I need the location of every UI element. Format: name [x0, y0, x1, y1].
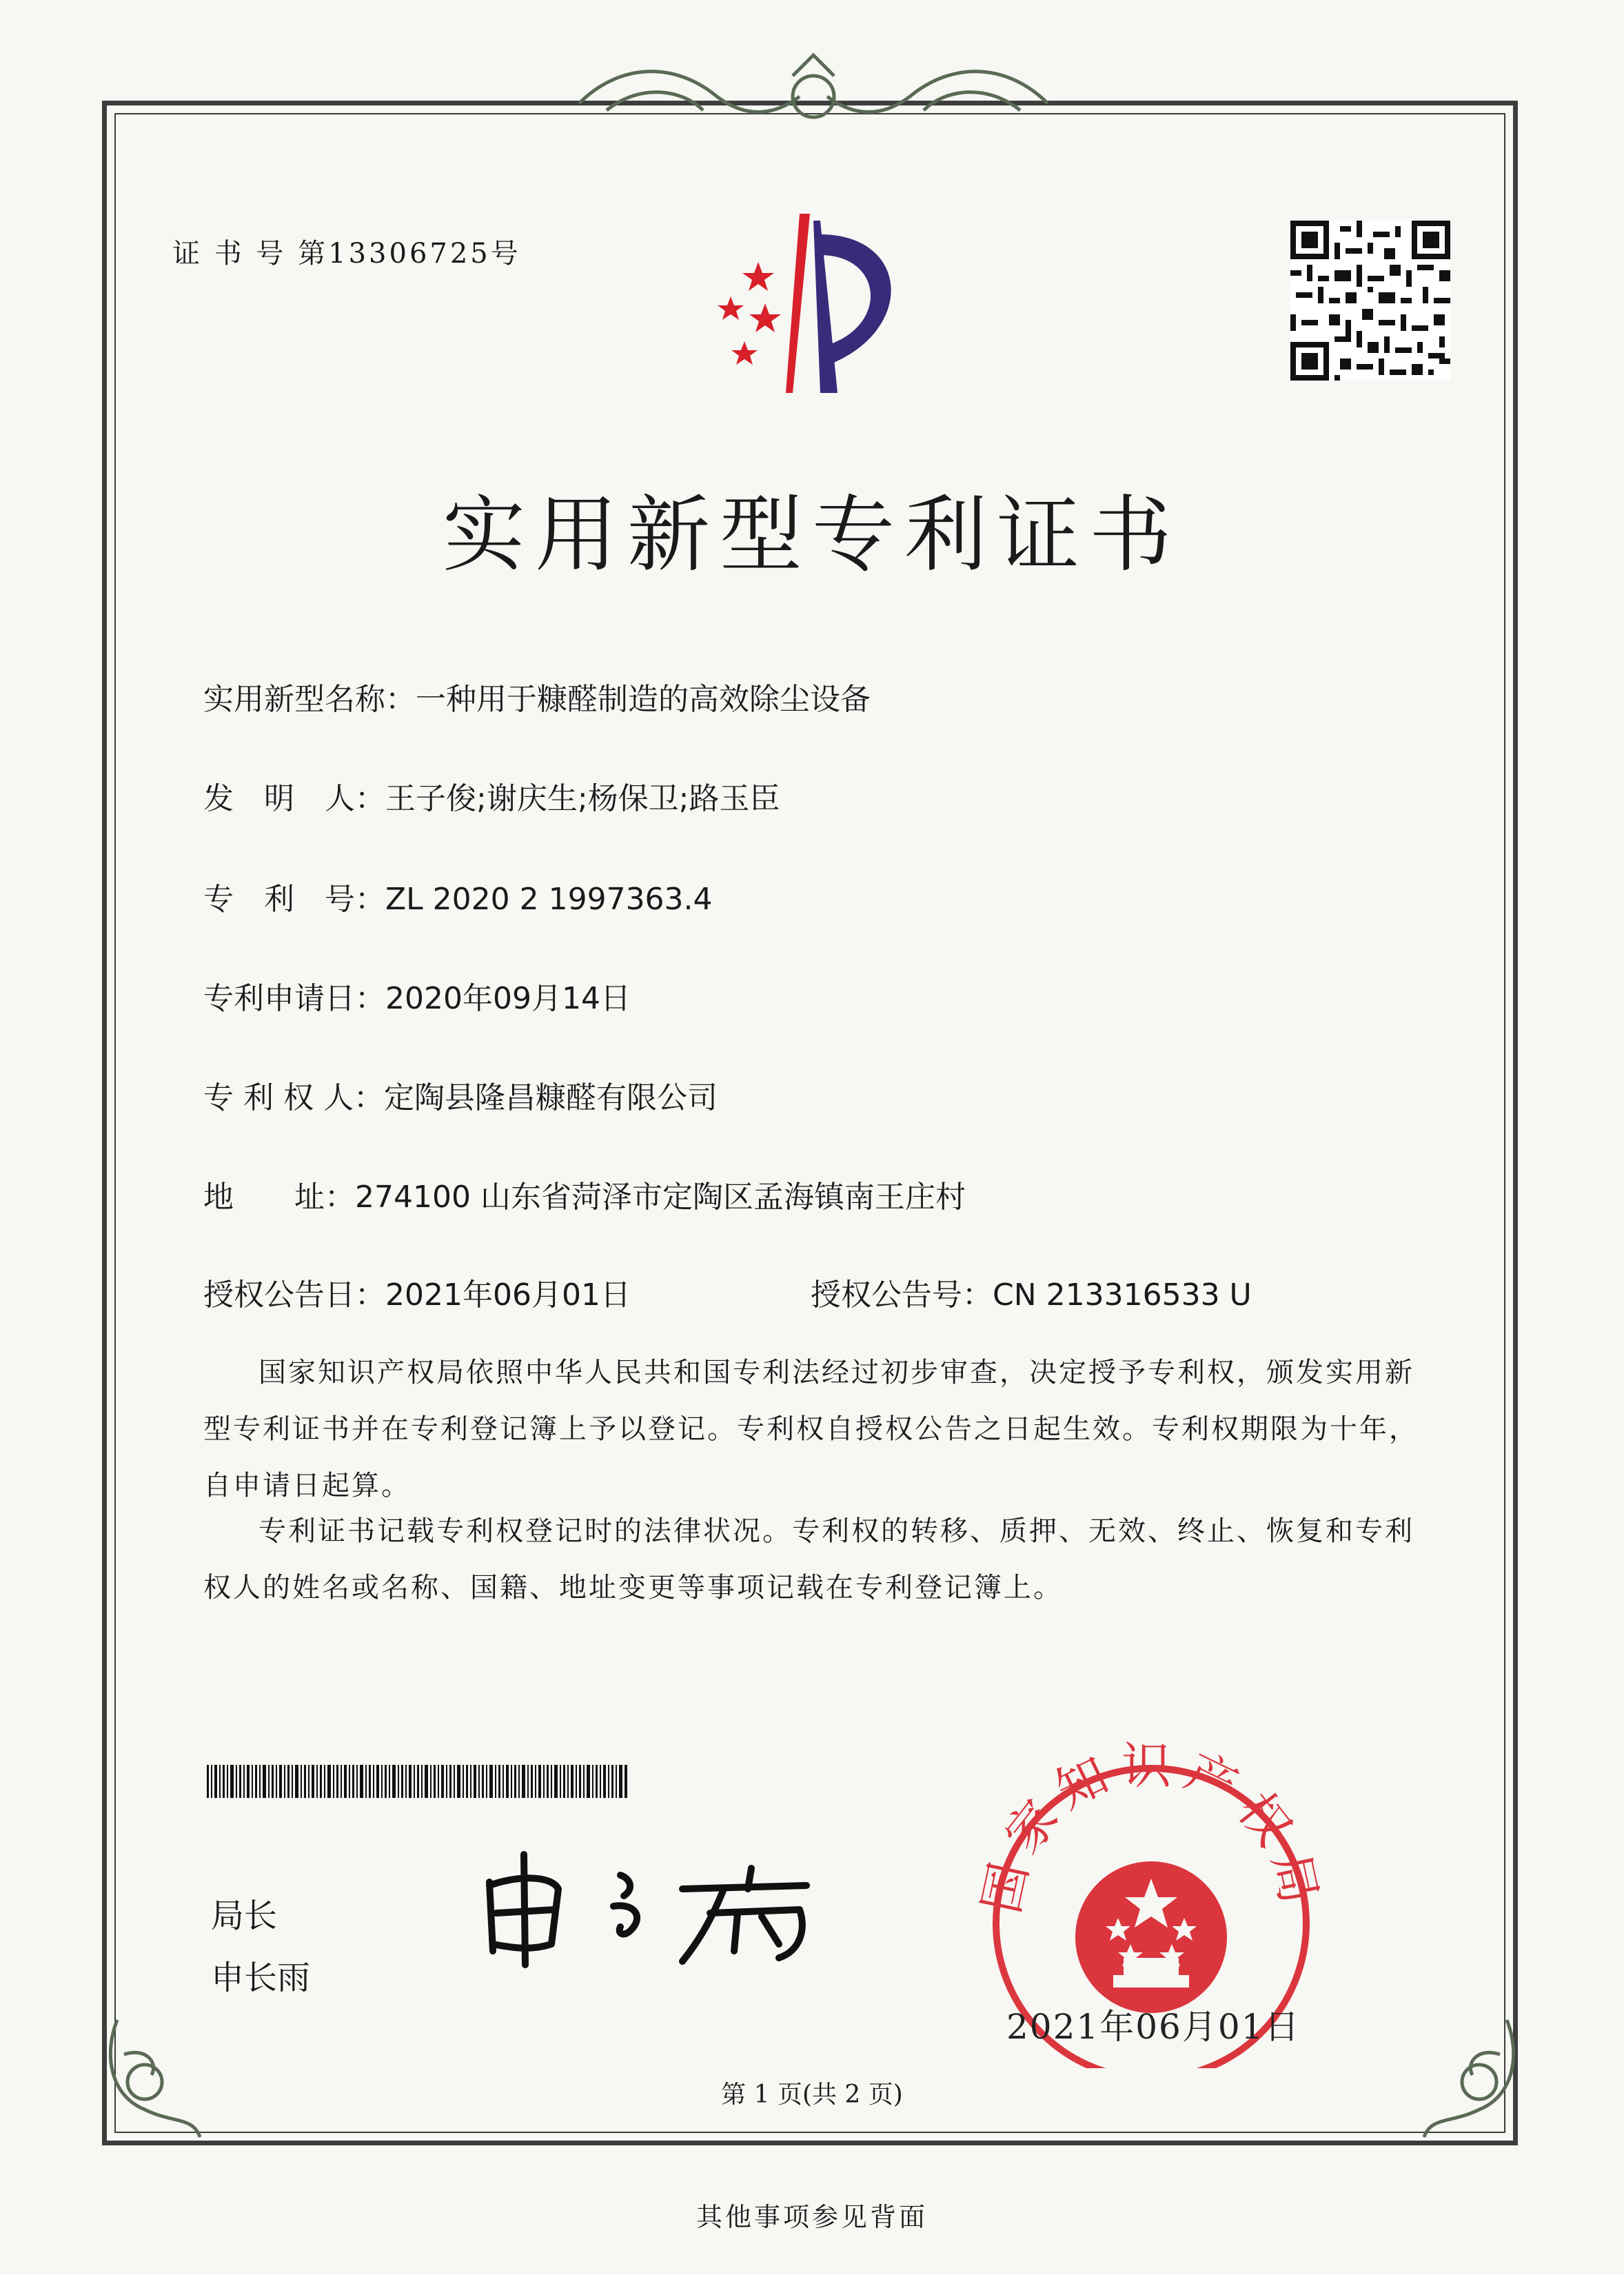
grant-number-label: 授权公告号： [811, 1277, 993, 1313]
field-patentee [203, 1073, 718, 1117]
cnipa-logo-icon [682, 207, 931, 407]
footer-note: 其他事项参见背面 [696, 2202, 928, 2232]
legal-paragraph-1: 国家知识产权局依照中华人民共和国专利法经过初步审查，决定授予专利权，颁发实用新型专利证书并在专利登记簿上予以登记。专利权自授权公告之日起生效。专利权期限为十年，自申请日起算。 [203, 1357, 1419, 1502]
name-label: 实用新型名称： [203, 682, 416, 717]
page-number: 第 1 页(共 2 页) [721, 2081, 903, 2109]
field-application-date [203, 973, 631, 1018]
svg-text:国家知识产权局: 国家知识产权局 [971, 1737, 1331, 1919]
patent-number-value: ZL 2020 2 1997363.4 [385, 882, 713, 917]
field-grant-publication-number [811, 1270, 1252, 1314]
top-ornament-icon [565, 48, 1062, 145]
grant-date-label: 授权公告日： [203, 1277, 385, 1313]
certificate-number: 证 书 号 第13306725号 [172, 238, 521, 270]
field-grant-date [203, 1270, 631, 1314]
field-inventor [203, 774, 780, 818]
director-name: 申长雨 [211, 1959, 311, 1997]
patentee-label: 专 利 权 人： [203, 1080, 384, 1115]
director-signature-icon [476, 1848, 834, 1972]
inventor-label: 发 明 人： [203, 781, 385, 816]
patentee-value: 定陶县隆昌糠醛有限公司 [383, 1080, 718, 1115]
inventor-value: 王子俊;谢庆生;杨保卫;路玉臣 [385, 781, 780, 816]
address-label: 地 址： [203, 1180, 355, 1215]
certificate-title: 实用新型专利证书 [443, 487, 1181, 583]
field-utility-model-name [203, 674, 871, 718]
address-value: 274100 山东省菏泽市定陶区孟海镇南王庄村 [355, 1180, 966, 1215]
barcode-icon [207, 1765, 627, 1798]
grant-date-value: 2021年06月01日 [385, 1277, 631, 1313]
legal-paragraph-2: 专利证书记载专利权登记时的法律状况。专利权的转移、质押、无效、终止、恢复和专利权人的姓名或名称、国籍、地址变更等事项记载在专利登记簿上。 [203, 1515, 1414, 1604]
director-title: 局长 [211, 1897, 278, 1935]
application-date-label: 专利申请日： [203, 981, 385, 1016]
field-patent-number [203, 874, 713, 918]
field-address [203, 1172, 966, 1216]
qr-code-icon [1290, 221, 1450, 381]
seal-date: 2021年06月01日 [1006, 2007, 1301, 2047]
name-value: 一种用于糠醛制造的高效除尘设备 [416, 682, 871, 717]
application-date-value: 2020年09月14日 [385, 981, 631, 1016]
grant-number-value: CN 213316533 U [993, 1277, 1252, 1313]
patent-number-label: 专 利 号： [203, 882, 385, 917]
